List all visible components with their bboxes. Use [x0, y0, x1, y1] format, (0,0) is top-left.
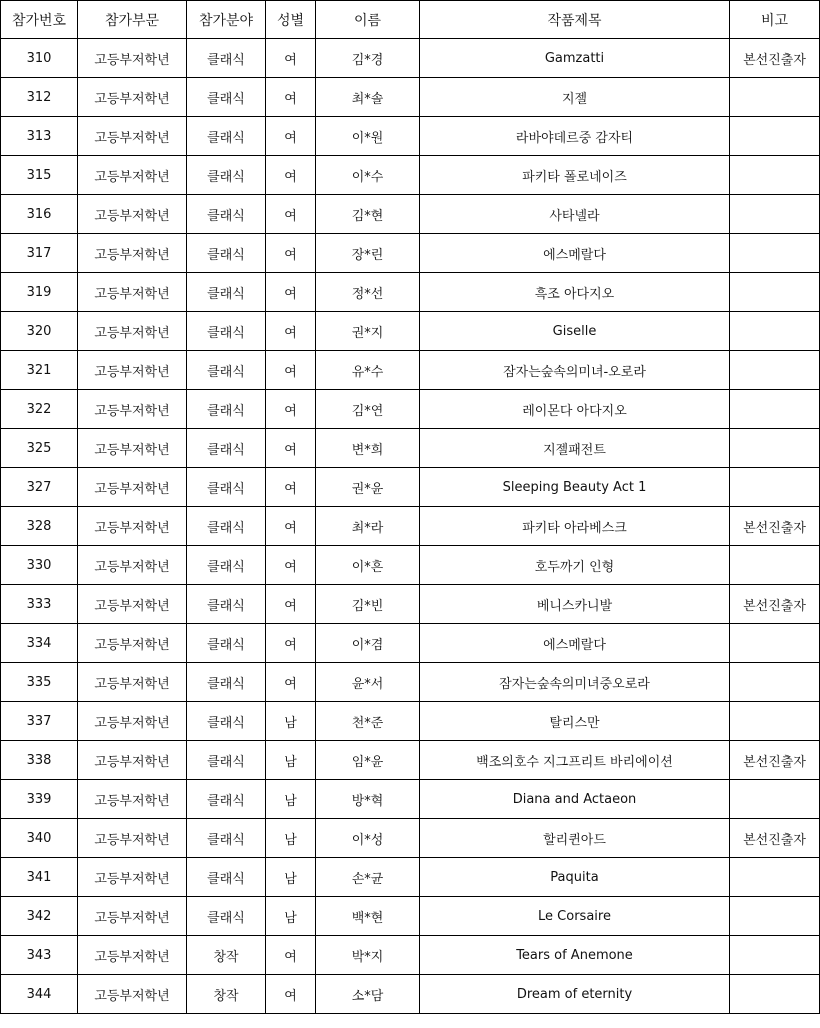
- cell-gender: 여: [266, 117, 316, 156]
- header-division: 참가부문: [78, 1, 187, 39]
- cell-entry-number: 317: [1, 234, 78, 273]
- cell-gender: 남: [266, 702, 316, 741]
- header-row: [1, 1, 820, 39]
- cell-division: 고등부저학년: [78, 429, 187, 468]
- cell-remarks: [730, 117, 820, 156]
- cell-category: 클래식: [187, 39, 266, 78]
- cell-work-title: Le Corsaire: [420, 897, 730, 936]
- cell-name: 임*윤: [316, 741, 420, 780]
- cell-division: 고등부저학년: [78, 351, 187, 390]
- cell-name: 정*선: [316, 273, 420, 312]
- header-category: 참가분야: [187, 1, 266, 39]
- table-row: [1, 819, 820, 858]
- table-row: [1, 624, 820, 663]
- cell-remarks: [730, 663, 820, 702]
- cell-remarks: [730, 195, 820, 234]
- cell-gender: 여: [266, 273, 316, 312]
- table-row: [1, 702, 820, 741]
- table-row: [1, 117, 820, 156]
- cell-gender: 남: [266, 858, 316, 897]
- cell-division: 고등부저학년: [78, 936, 187, 975]
- cell-division: 고등부저학년: [78, 975, 187, 1014]
- cell-division: 고등부저학년: [78, 780, 187, 819]
- cell-name: 이*겸: [316, 624, 420, 663]
- cell-remarks: [730, 975, 820, 1014]
- table-row: [1, 390, 820, 429]
- cell-entry-number: 335: [1, 663, 78, 702]
- cell-work-title: 할리퀸아드: [420, 819, 730, 858]
- cell-remarks: [730, 702, 820, 741]
- cell-division: 고등부저학년: [78, 234, 187, 273]
- cell-category: 클래식: [187, 351, 266, 390]
- cell-category: 클래식: [187, 234, 266, 273]
- cell-division: 고등부저학년: [78, 663, 187, 702]
- cell-gender: 여: [266, 234, 316, 273]
- table-row: [1, 468, 820, 507]
- cell-remarks: [730, 312, 820, 351]
- cell-work-title: 흑조 아다지오: [420, 273, 730, 312]
- cell-division: 고등부저학년: [78, 78, 187, 117]
- cell-remarks: [730, 780, 820, 819]
- table-row: [1, 975, 820, 1014]
- cell-entry-number: 334: [1, 624, 78, 663]
- cell-name: 방*혁: [316, 780, 420, 819]
- cell-name: 유*수: [316, 351, 420, 390]
- cell-remarks: [730, 78, 820, 117]
- cell-category: 클래식: [187, 897, 266, 936]
- cell-division: 고등부저학년: [78, 702, 187, 741]
- cell-work-title: 라바야데르중 감자티: [420, 117, 730, 156]
- cell-category: 클래식: [187, 741, 266, 780]
- cell-work-title: Diana and Actaeon: [420, 780, 730, 819]
- cell-remarks: [730, 624, 820, 663]
- cell-gender: 남: [266, 897, 316, 936]
- cell-name: 권*지: [316, 312, 420, 351]
- cell-gender: 여: [266, 429, 316, 468]
- cell-category: 클래식: [187, 312, 266, 351]
- cell-entry-number: 319: [1, 273, 78, 312]
- cell-category: 클래식: [187, 390, 266, 429]
- table-row: [1, 351, 820, 390]
- cell-category: 클래식: [187, 780, 266, 819]
- cell-category: 클래식: [187, 663, 266, 702]
- cell-gender: 남: [266, 780, 316, 819]
- cell-entry-number: 310: [1, 39, 78, 78]
- cell-name: 윤*서: [316, 663, 420, 702]
- cell-remarks: [730, 234, 820, 273]
- cell-remarks: 본선진출자: [730, 507, 820, 546]
- cell-gender: 남: [266, 819, 316, 858]
- table-row: [1, 741, 820, 780]
- cell-work-title: Paquita: [420, 858, 730, 897]
- header-gender: 성별: [266, 1, 316, 39]
- cell-name: 김*빈: [316, 585, 420, 624]
- cell-category: 클래식: [187, 819, 266, 858]
- cell-remarks: [730, 156, 820, 195]
- cell-work-title: 베니스카니발: [420, 585, 730, 624]
- cell-category: 클래식: [187, 117, 266, 156]
- cell-entry-number: 321: [1, 351, 78, 390]
- cell-entry-number: 340: [1, 819, 78, 858]
- cell-division: 고등부저학년: [78, 624, 187, 663]
- cell-work-title: 호두까기 인형: [420, 546, 730, 585]
- cell-entry-number: 330: [1, 546, 78, 585]
- cell-category: 클래식: [187, 624, 266, 663]
- cell-work-title: 백조의호수 지그프리트 바리에이션: [420, 741, 730, 780]
- cell-name: 백*현: [316, 897, 420, 936]
- cell-category: 클래식: [187, 78, 266, 117]
- cell-work-title: 지젤: [420, 78, 730, 117]
- cell-gender: 여: [266, 390, 316, 429]
- cell-entry-number: 344: [1, 975, 78, 1014]
- cell-name: 최*솔: [316, 78, 420, 117]
- cell-gender: 여: [266, 936, 316, 975]
- cell-remarks: [730, 468, 820, 507]
- cell-entry-number: 322: [1, 390, 78, 429]
- cell-remarks: [730, 390, 820, 429]
- cell-division: 고등부저학년: [78, 390, 187, 429]
- cell-division: 고등부저학년: [78, 117, 187, 156]
- cell-name: 소*담: [316, 975, 420, 1014]
- cell-name: 이*흔: [316, 546, 420, 585]
- table-row: [1, 663, 820, 702]
- cell-category: 클래식: [187, 468, 266, 507]
- cell-category: 클래식: [187, 858, 266, 897]
- cell-entry-number: 320: [1, 312, 78, 351]
- cell-entry-number: 325: [1, 429, 78, 468]
- header-entry-number: 참가번호: [1, 1, 78, 39]
- cell-division: 고등부저학년: [78, 273, 187, 312]
- cell-remarks: [730, 429, 820, 468]
- cell-work-title: 레이몬다 아다지오: [420, 390, 730, 429]
- table-row: [1, 429, 820, 468]
- cell-entry-number: 315: [1, 156, 78, 195]
- cell-gender: 남: [266, 741, 316, 780]
- table-row: [1, 546, 820, 585]
- table-row: [1, 897, 820, 936]
- cell-entry-number: 338: [1, 741, 78, 780]
- cell-name: 김*현: [316, 195, 420, 234]
- cell-work-title: Gamzatti: [420, 39, 730, 78]
- cell-division: 고등부저학년: [78, 468, 187, 507]
- cell-category: 창작: [187, 975, 266, 1014]
- table-row: [1, 156, 820, 195]
- cell-name: 손*균: [316, 858, 420, 897]
- cell-category: 클래식: [187, 546, 266, 585]
- cell-remarks: 본선진출자: [730, 819, 820, 858]
- cell-name: 변*희: [316, 429, 420, 468]
- cell-name: 천*준: [316, 702, 420, 741]
- cell-category: 클래식: [187, 156, 266, 195]
- cell-gender: 여: [266, 975, 316, 1014]
- cell-gender: 여: [266, 585, 316, 624]
- cell-remarks: [730, 897, 820, 936]
- header-remarks: 비고: [730, 1, 820, 39]
- cell-work-title: 지젤패전트: [420, 429, 730, 468]
- table-row: [1, 195, 820, 234]
- cell-gender: 여: [266, 468, 316, 507]
- table-row: [1, 507, 820, 546]
- cell-remarks: 본선진출자: [730, 741, 820, 780]
- cell-work-title: Tears of Anemone: [420, 936, 730, 975]
- table-row: [1, 936, 820, 975]
- cell-division: 고등부저학년: [78, 507, 187, 546]
- cell-name: 이*성: [316, 819, 420, 858]
- cell-gender: 여: [266, 546, 316, 585]
- cell-category: 클래식: [187, 273, 266, 312]
- cell-work-title: 파키타 아라베스크: [420, 507, 730, 546]
- cell-name: 이*원: [316, 117, 420, 156]
- cell-gender: 여: [266, 78, 316, 117]
- table-row: [1, 39, 820, 78]
- cell-name: 김*연: [316, 390, 420, 429]
- cell-gender: 여: [266, 351, 316, 390]
- cell-work-title: Dream of eternity: [420, 975, 730, 1014]
- cell-gender: 여: [266, 507, 316, 546]
- cell-gender: 여: [266, 624, 316, 663]
- cell-work-title: Giselle: [420, 312, 730, 351]
- cell-name: 박*지: [316, 936, 420, 975]
- cell-gender: 여: [266, 195, 316, 234]
- cell-category: 클래식: [187, 507, 266, 546]
- cell-entry-number: 327: [1, 468, 78, 507]
- cell-entry-number: 342: [1, 897, 78, 936]
- cell-work-title: 에스메랄다: [420, 234, 730, 273]
- cell-work-title: 파키타 폴로네이즈: [420, 156, 730, 195]
- cell-entry-number: 341: [1, 858, 78, 897]
- cell-division: 고등부저학년: [78, 585, 187, 624]
- cell-work-title: 에스메랄다: [420, 624, 730, 663]
- cell-name: 김*경: [316, 39, 420, 78]
- table-row: [1, 273, 820, 312]
- cell-entry-number: 328: [1, 507, 78, 546]
- table-row: [1, 780, 820, 819]
- cell-division: 고등부저학년: [78, 156, 187, 195]
- cell-division: 고등부저학년: [78, 741, 187, 780]
- cell-category: 클래식: [187, 429, 266, 468]
- cell-remarks: 본선진출자: [730, 585, 820, 624]
- cell-category: 클래식: [187, 195, 266, 234]
- cell-entry-number: 333: [1, 585, 78, 624]
- cell-work-title: 잠자는숲속의미녀중오로라: [420, 663, 730, 702]
- cell-work-title: 탈리스만: [420, 702, 730, 741]
- cell-division: 고등부저학년: [78, 858, 187, 897]
- cell-division: 고등부저학년: [78, 819, 187, 858]
- cell-name: 권*윤: [316, 468, 420, 507]
- cell-remarks: [730, 351, 820, 390]
- cell-division: 고등부저학년: [78, 312, 187, 351]
- cell-gender: 여: [266, 663, 316, 702]
- cell-remarks: 본선진출자: [730, 39, 820, 78]
- cell-division: 고등부저학년: [78, 195, 187, 234]
- cell-work-title: 잠자는숲속의미녀-오로라: [420, 351, 730, 390]
- cell-entry-number: 337: [1, 702, 78, 741]
- cell-remarks: [730, 936, 820, 975]
- cell-category: 클래식: [187, 585, 266, 624]
- table-body: [1, 39, 820, 1014]
- table-row: [1, 234, 820, 273]
- cell-division: 고등부저학년: [78, 897, 187, 936]
- cell-category: 창작: [187, 936, 266, 975]
- table-row: [1, 858, 820, 897]
- cell-work-title: 사타넬라: [420, 195, 730, 234]
- cell-category: 클래식: [187, 702, 266, 741]
- cell-entry-number: 312: [1, 78, 78, 117]
- cell-division: 고등부저학년: [78, 39, 187, 78]
- table-row: [1, 312, 820, 351]
- cell-remarks: [730, 858, 820, 897]
- cell-name: 장*린: [316, 234, 420, 273]
- cell-entry-number: 343: [1, 936, 78, 975]
- cell-gender: 여: [266, 39, 316, 78]
- cell-remarks: [730, 546, 820, 585]
- cell-entry-number: 316: [1, 195, 78, 234]
- cell-gender: 여: [266, 312, 316, 351]
- table-row: [1, 585, 820, 624]
- table-row: [1, 78, 820, 117]
- cell-entry-number: 339: [1, 780, 78, 819]
- cell-name: 이*수: [316, 156, 420, 195]
- cell-work-title: Sleeping Beauty Act 1: [420, 468, 730, 507]
- cell-gender: 여: [266, 156, 316, 195]
- header-work-title: 작품제목: [420, 1, 730, 39]
- cell-name: 최*라: [316, 507, 420, 546]
- header-name: 이름: [316, 1, 420, 39]
- cell-division: 고등부저학년: [78, 546, 187, 585]
- cell-remarks: [730, 273, 820, 312]
- cell-entry-number: 313: [1, 117, 78, 156]
